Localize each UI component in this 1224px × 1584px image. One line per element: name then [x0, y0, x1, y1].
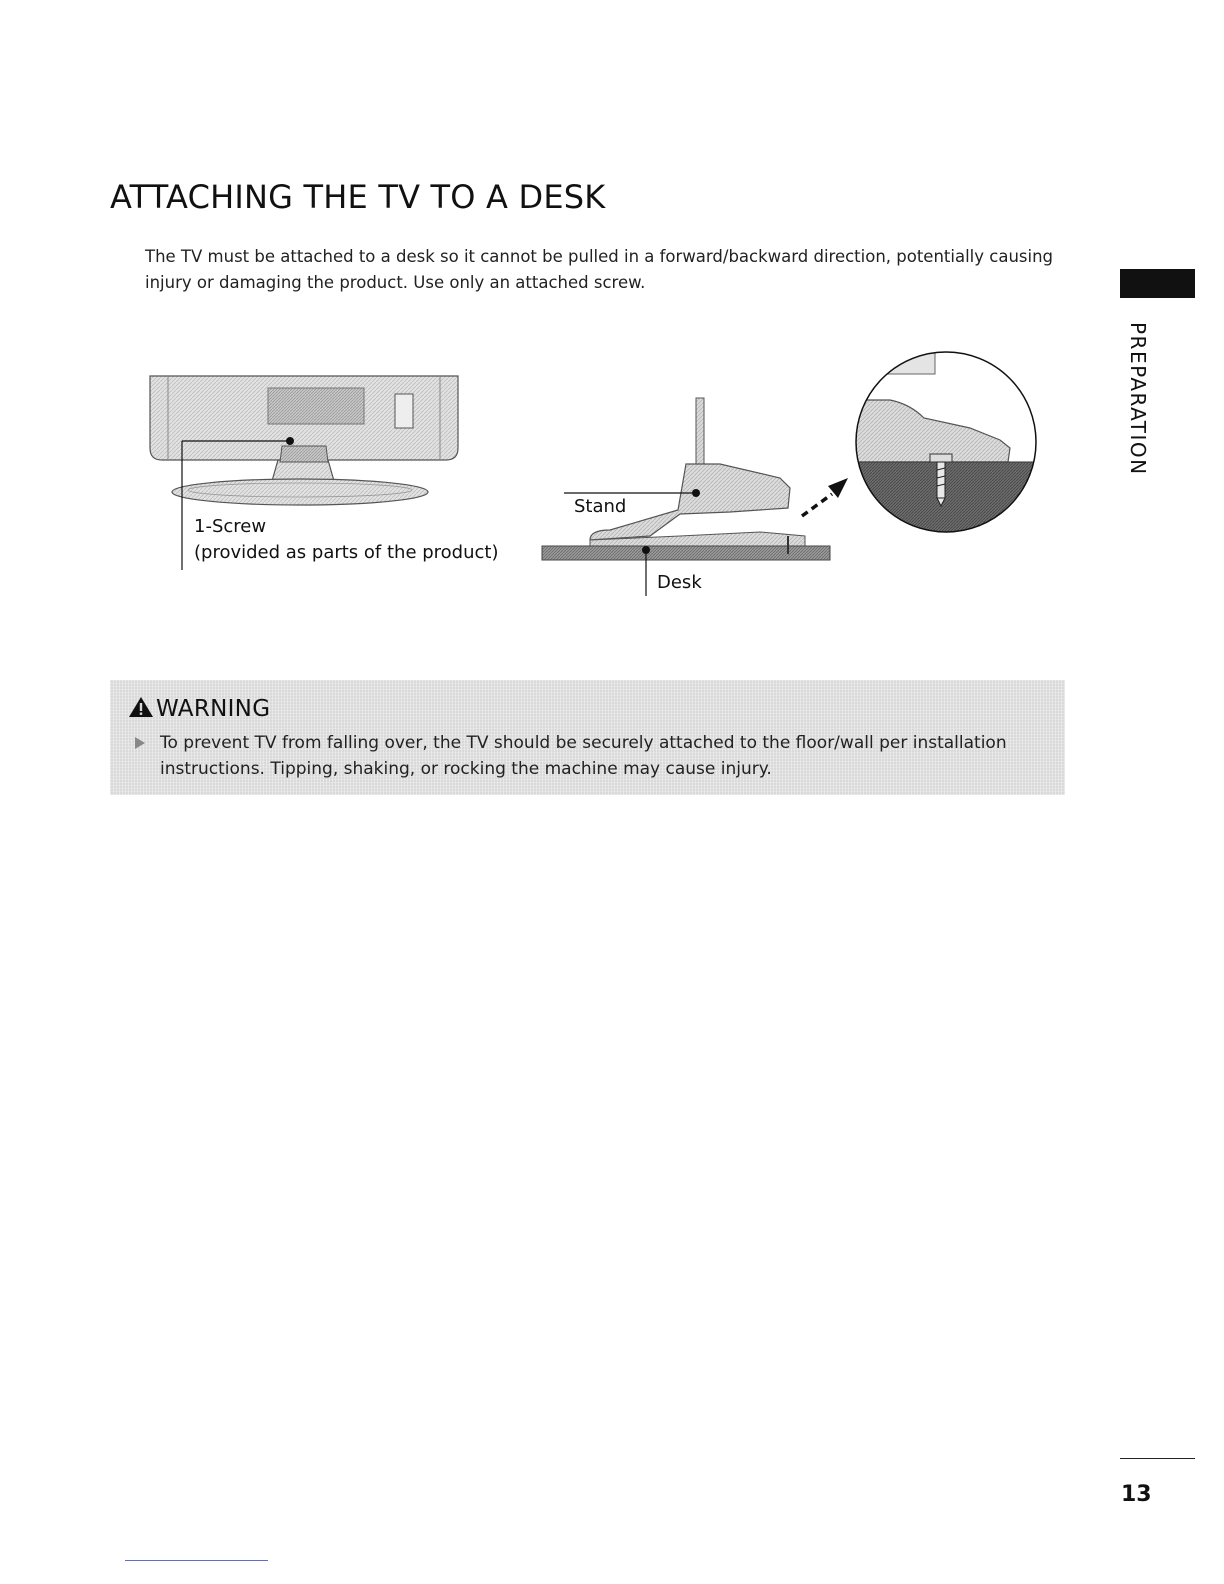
zoom-arrow-icon	[802, 478, 848, 516]
screw-label-note: (provided as parts of the product)	[194, 542, 499, 563]
tv-rear-screw-figure	[140, 370, 520, 600]
warning-title: WARNING	[156, 696, 271, 722]
warning-item	[134, 730, 1034, 782]
desk-label: Desk	[657, 572, 702, 593]
section-tab-label: PREPARATION	[1126, 322, 1150, 476]
stand-label: Stand	[574, 496, 627, 517]
section-marker-bar	[1120, 269, 1195, 298]
zoom-detail	[850, 340, 1050, 542]
warning-triangle-icon	[128, 696, 154, 722]
intro-paragraph: The TV must be attached to a desk so it cannot be pulled in a forward/backward direction, potentially causing injury or damaging the product. Use only an attached screw.	[145, 247, 1054, 292]
footer-rule	[1120, 1458, 1195, 1459]
warning-heading	[128, 696, 270, 722]
warning-text: To prevent TV from falling over, the TV should be securely attached to the floor/wall per installation instructions. Tipping, shaking, or rocking the machine may cause injury.	[160, 733, 1007, 779]
warning-box	[110, 680, 1065, 795]
arrow-bullet-icon	[134, 730, 160, 754]
tv-on-desk-figure	[530, 340, 1070, 610]
screw-label: 1-Screw	[194, 516, 267, 537]
tv-rear-illustration	[140, 370, 520, 600]
page-number: 13	[1121, 1482, 1152, 1507]
page-title: ATTACHING THE TV TO A DESK	[110, 178, 606, 216]
footer-link-underline	[125, 1560, 268, 1561]
tv-side-view-illustration	[530, 340, 1070, 610]
